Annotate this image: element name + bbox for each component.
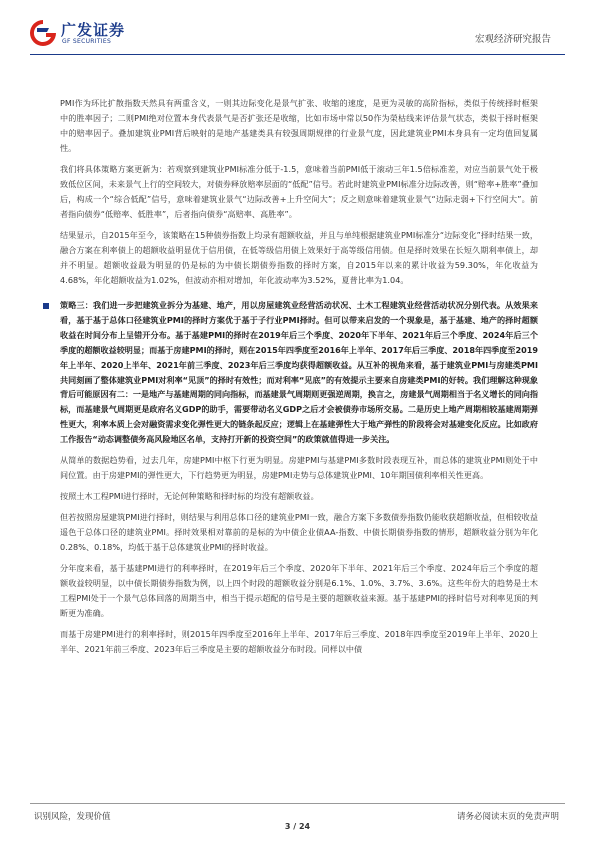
header-divider xyxy=(30,54,565,55)
footer-slogan: 识别风险，发现价值 xyxy=(34,812,111,822)
body-paragraph-4: 从简单的数据趋势看，过去几年，房建PMI中枢下行更为明显。房建PMI与基建PMI多数时段表现互补，而总体的建筑业PMI则处于中间位置。由于房建PMI的弹性更大，下行趋势更为明显，房建PMI走势与总体建筑业PMI、10年期国债利率相关性更高。 xyxy=(60,455,538,481)
report-type-label: 宏观经济研究报告 xyxy=(474,34,551,45)
main-content xyxy=(60,96,538,663)
strategy-three-text: 策略三：我们进一步把建筑业拆分为基建、地产，用以房屋建筑业经营活动状况、土木工程建筑业经营活动状况分别代表。从效果来看，基于基于总体口径建筑业PMI的择时方案优于基于子行业PMI择时。但可以带来启发的一个现象是，基于基建、地产的择时超额收益在时间分布上呈错开分布。基于基建PMI的择时在2019年后三个季度、2020年下半年、2021年后三个季度、2024年后三个季度的超额收益较明显；而基于房建PMI的择时，则在2015年四季度至2016年上半年、2017年后三季度、2018年四季度至2019年上半年、2020上半年、2021年前三季度、2023年后三季度均获得超额收益。从互补的视角来看，基于建筑业PMI与房建类PMI共同刻画了整体建筑业PMI对利率“见顶”的择时有效性；而对利率“见底”的有效提示主要来自房建类PMI的好转。我们理解这种现象背后可能原因有二：一是地产与基建周期的同向指标，而基建景气周期则更强逆周期，换言之，房建景气周期相当于名义增长的同向指标，而基建景气周期更是政府名义GDP的助手，需要带动名义GDP之后才会被债券市场所交易。二是历史上地产周期相较基建周期弹性更大，利率本质上会对融资需求变化弹性更大的链条起反应；逻辑上在基建弹性大于地产弹性的阶段将会对基建变化反应。比如政府工作报告“动态调整债务高风险地区名单，支持打开新的投资空间”的政策就值得进一步关注。 xyxy=(60,300,538,445)
body-paragraph-3: 结果显示，自2015年至今，该策略在15种债券指数上均录有超额收益，并且与单纯根据建筑业PMI标准分“边际变化”择时结果一致，融合方案在利率债上的超额收益明显优于信用债，在低等级信用债上效果好于高等级信用债。但是择时效果在长短久期利率债上，却并不明显。超额收益最为明显的仍是标的为中债长期债券指数的择时方案，自2015年以来的累计收益为59.30%，年化收益为4.68%，年化超额收益为1.02%，但波动亦相对增加，年化波动率为3.52%，夏普比率为1.04。 xyxy=(60,230,538,285)
body-paragraph-6: 但若按照房屋建筑PMI进行择时，则结果与利用总体口径的建筑业PMI一致，融合方案下多数债券指数仍能收获超额收益，但相较收益遥色于总体口径的建筑业PMI。择时效果相对靠前的是标的为中债企业债AA-指数、中债长期债券指数的情形，超额收益分别为年化0.28%、0.18%，均低于基于总体建筑业PMI的择时收益。 xyxy=(60,512,538,553)
gf-logo-icon xyxy=(28,18,58,48)
body-paragraph-8: 而基于房建PMI进行的利率择时，则2015年四季度至2016年上半年、2017年后三季度、2018年四季度至2019年上半年、2020上半年、2021年前三季度、2023年后三季度是主要的超额收益分布时段。同样以中债 xyxy=(60,629,538,655)
body-paragraph-2: 我们将具体策略方案更新为：若观察到建筑业PMI标准分低于-1.5，意味着当前PMI低于滚动三年1.5倍标准差，对应当前景气处于极致低位区间，未来景气上行的空间较大，对债券释放赔率层面的“低配”信号。若此时建筑业PMI标准分边际改善，则“赔率+胜率”叠加后，构成一个“综合低配”信号，意味着建筑业景气“边际改善+上升空间大”；反之则意味着建筑业景气“边际走弱+下行空间大”。前者指向债券“低赔率、低胜率”，后者指向债券“高赔率、高胜率”。 xyxy=(60,164,538,219)
body-paragraph-1: PMI作为环比扩散指数天然具有两重含义，一则其边际变化是景气扩张、收缩的速度，是更为灵敏的高阶指标，类似于传统择时框架中的胜率因子；二则PMI绝对位置本身代表景气是否扩张还是收缩，比如市场中常以50作为榮枯线来评估景气状态，类似于择时框架中的赔率因子。叠加建筑业PMI背后映射的是地产基建类具有较强周期规律的行业景气度，因此建筑业PMI本身具有一定均值回复属性。 xyxy=(60,98,538,153)
logo-chinese-name: 广发证券 xyxy=(61,21,126,39)
body-paragraph-5: 按照土木工程PMI进行择时，无论何种策略和择时标的均没有超额收益。 xyxy=(60,491,319,502)
strategy-three-bullet xyxy=(60,298,538,447)
company-logo xyxy=(28,18,138,52)
footer-divider xyxy=(30,803,565,804)
footer-disclaimer: 请务必阅读末页的免责声明 xyxy=(456,812,559,822)
bullet-square-icon xyxy=(43,303,49,309)
body-paragraph-7: 分年度来看，基于基建PMI进行的利率择时，在2019年后三个季度、2020年下半年、2021年后三个季度、2024年后三个季度的超额收益较明显，以中债长期债券指数为例，以上四个时段的超额收益分别是6.1%、1.0%、3.7%、3.6%。这些年份大的趋势是土木工程PMI处于一个景气总体回落的周期当中，相当于提示超配的信号是主要的超额收益来源。基于基建PMI的择时信号对利率见顶的判断更为准确。 xyxy=(60,563,538,619)
page-number: 3 / 24 xyxy=(284,822,311,831)
page-header xyxy=(0,0,595,70)
logo-english-name: GF SECURITIES xyxy=(62,38,112,45)
